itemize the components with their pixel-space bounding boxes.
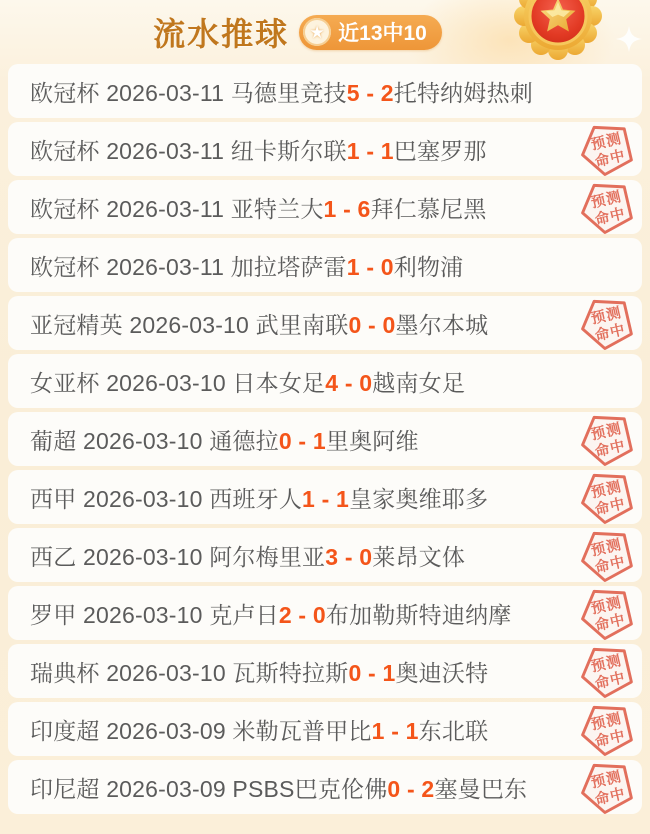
stamp-line2: 命中 [593,495,628,519]
prediction-hit-stamp [571,403,645,475]
prediction-hit-stamp [571,751,645,823]
match-row[interactable] [8,122,642,176]
match-prefix: 瑞典杯 2026-03-10 瓦斯特拉斯 [30,659,349,686]
match-score: 1 - 0 [346,253,394,280]
match-row[interactable] [8,760,642,814]
prediction-hit-stamp [571,461,645,533]
match-score: 5 - 2 [346,79,394,106]
match-prefix: 亚冠精英 2026-03-10 武里南联 [30,311,349,338]
match-prefix: 西甲 2026-03-10 西班牙人 [30,485,303,512]
prediction-hit-stamp [571,577,645,649]
stamp-line1: 预测 [589,652,624,676]
match-score: 1 - 1 [346,137,394,164]
stamp-line1: 预测 [589,130,624,154]
match-away: 利物浦 [393,253,464,280]
match-row[interactable] [8,586,642,640]
match-row[interactable] [8,238,642,292]
stamp-line2: 命中 [593,669,628,693]
match-score: 4 - 0 [325,369,373,396]
match-score: 0 - 1 [348,659,396,686]
stamp-line1: 预测 [589,188,624,212]
match-prefix: 女亚杯 2026-03-10 日本女足 [30,369,326,396]
match-text [30,75,533,108]
match-score: 1 - 1 [302,485,350,512]
match-away: 巴塞罗那 [393,137,487,164]
match-away: 莱昂文体 [372,543,466,570]
match-prefix: 印度超 2026-03-09 米勒瓦普甲比 [30,717,372,744]
match-text [30,423,419,456]
prediction-hit-stamp [571,287,645,359]
streak-label: 近13中10 [338,22,427,45]
stamp-line2: 命中 [593,205,628,229]
stamp-line2: 命中 [593,553,628,577]
match-away: 拜仁慕尼黑 [370,195,487,222]
match-prefix: 欧冠杯 2026-03-11 纽卡斯尔联 [30,137,347,164]
match-row[interactable] [8,702,642,756]
match-score: 0 - 1 [278,427,326,454]
match-score: 2 - 0 [278,601,326,628]
match-row[interactable] [8,644,642,698]
match-row[interactable] [8,354,642,408]
match-text [30,481,488,514]
match-away: 里奥阿维 [325,427,419,454]
match-prefix: 罗甲 2026-03-10 克卢日 [30,601,279,628]
match-text [30,771,527,804]
medal-icon [498,0,618,60]
prediction-hit-stamp [571,693,645,765]
match-away: 皇家奥维耶多 [349,485,489,512]
star-icon: ★ [303,18,331,46]
stamp-line1: 预测 [589,304,624,328]
match-text [30,655,488,688]
match-row[interactable] [8,296,642,350]
match-score: 3 - 0 [325,543,373,570]
match-text [30,365,465,398]
match-prefix: 西乙 2026-03-10 阿尔梅里亚 [30,543,326,570]
match-away: 奥迪沃特 [395,659,489,686]
match-score: 0 - 0 [348,311,396,338]
match-prefix: 欧冠杯 2026-03-11 加拉塔萨雷 [30,253,347,280]
stamp-line1: 预测 [589,710,624,734]
page-title: 流水推球 [153,16,290,52]
stamp-line2: 命中 [593,785,628,809]
match-row[interactable] [8,64,642,118]
match-away: 越南女足 [372,369,466,396]
stamp-line2: 命中 [593,437,628,461]
stamp-line2: 命中 [593,727,628,751]
prediction-hit-stamp [571,635,645,707]
stamp-line1: 预测 [589,478,624,502]
match-prefix: 欧冠杯 2026-03-11 亚特兰大 [30,195,324,222]
stamp-line2: 命中 [593,611,628,635]
stamp-line2: 命中 [593,147,628,171]
match-away: 墨尔本城 [395,311,489,338]
prediction-hit-stamp [571,519,645,591]
match-score: 0 - 2 [387,775,435,802]
match-text [30,713,488,746]
match-list [0,64,650,814]
match-row[interactable] [8,528,642,582]
match-away: 托特纳姆热刺 [393,79,533,106]
stamp-line2: 命中 [593,321,628,345]
match-row[interactable] [8,412,642,466]
streak-badge [299,15,442,50]
match-text [30,249,463,282]
prediction-hit-stamp [571,171,645,243]
match-prefix: 葡超 2026-03-10 通德拉 [30,427,279,454]
match-text [30,133,487,166]
match-score: 1 - 6 [323,195,371,222]
match-prefix: 印尼超 2026-03-09 PSBS巴克伦佛 [30,775,388,802]
match-text [30,307,488,340]
stamp-line1: 预测 [589,768,624,792]
sparkle-icon [616,26,642,52]
match-row[interactable] [8,470,642,524]
match-score: 1 - 1 [371,717,419,744]
match-away: 布加勒斯特迪纳摩 [325,601,512,628]
stamp-line1: 预测 [589,420,624,444]
stamp-line1: 预测 [589,536,624,560]
stamp-line1: 预测 [589,594,624,618]
match-text [30,539,465,572]
match-away: 塞曼巴东 [434,775,528,802]
match-text [30,597,511,630]
prediction-hit-stamp [571,113,645,185]
match-prefix: 欧冠杯 2026-03-11 马德里竞技 [30,79,347,106]
match-text [30,191,487,224]
header [0,0,650,64]
match-away: 东北联 [418,717,489,744]
match-row[interactable] [8,180,642,234]
